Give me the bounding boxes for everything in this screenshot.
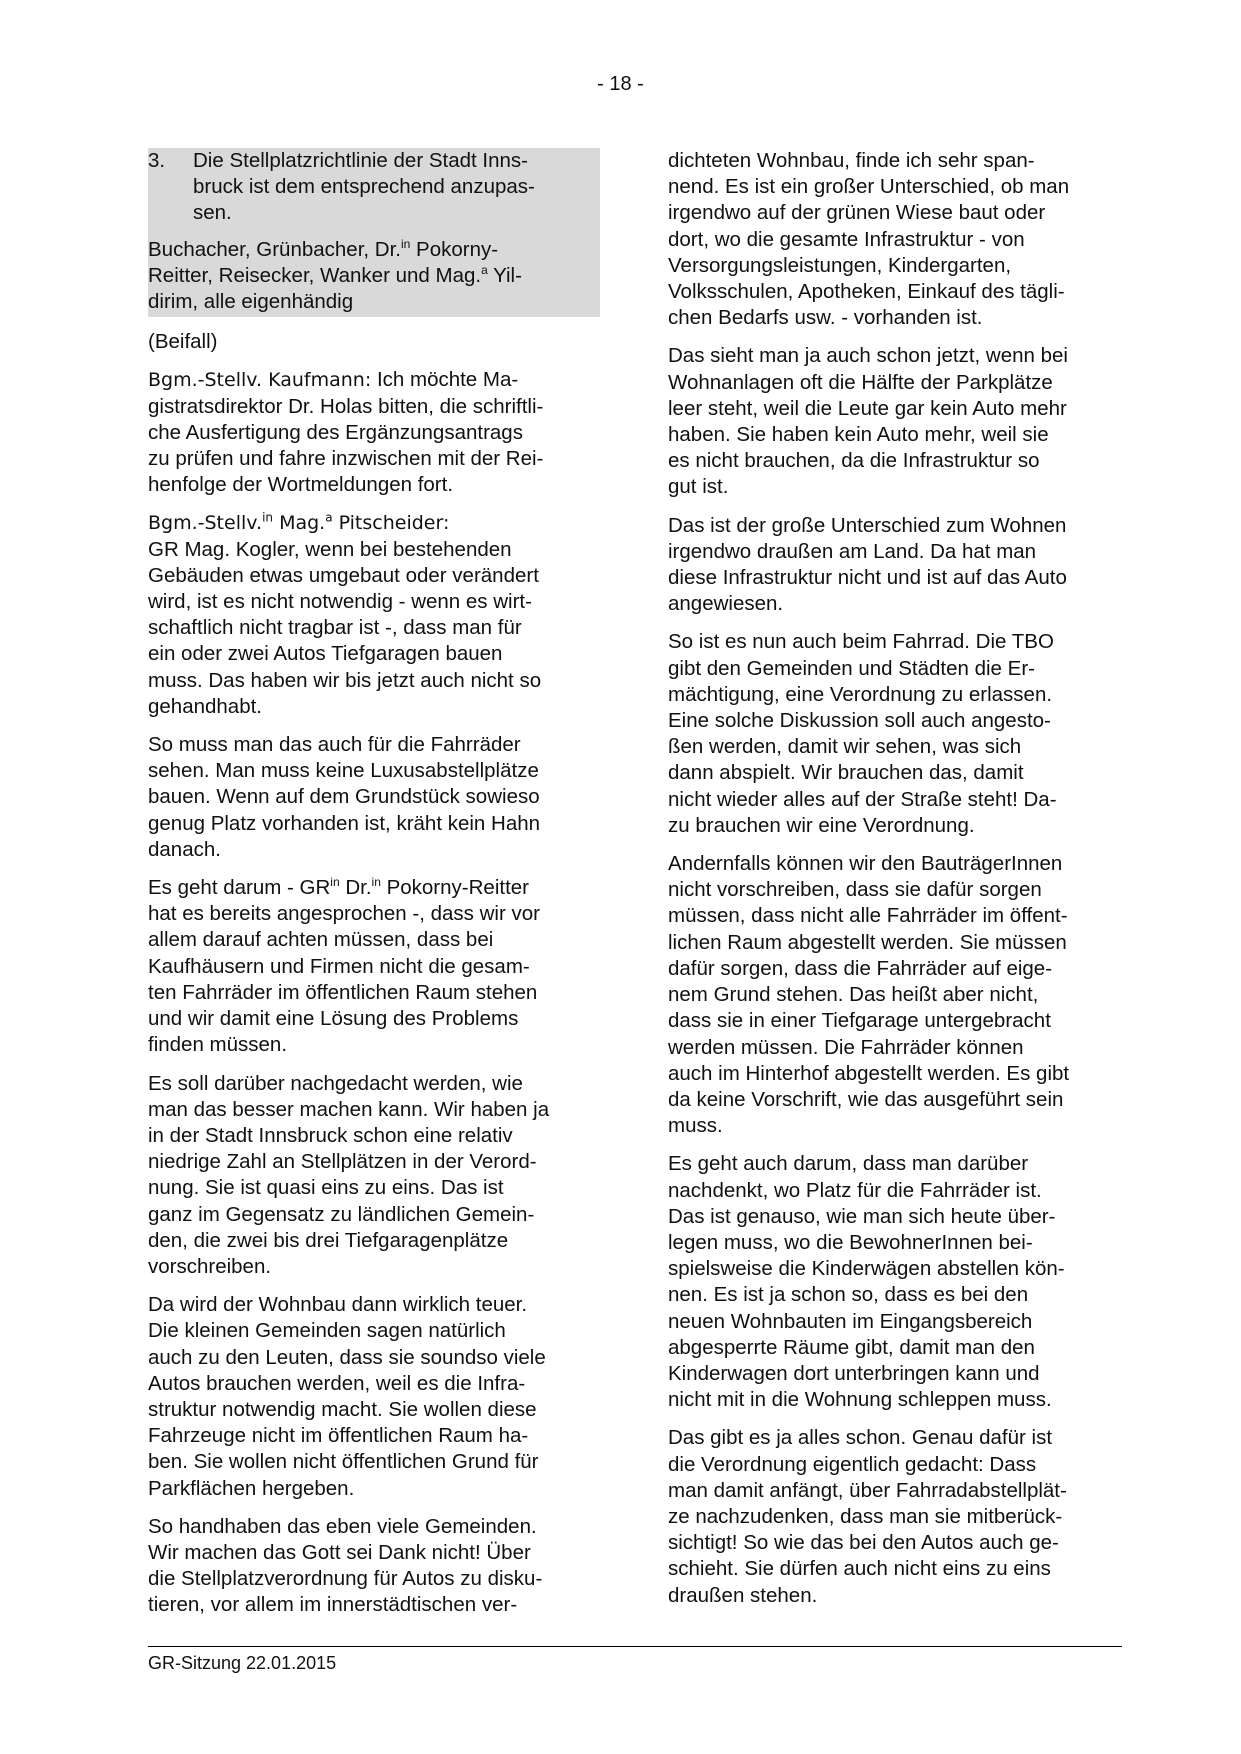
text-line: den, die zwei bis drei Tiefgaragenplätze (148, 1228, 509, 1252)
text-line: diese Infrastruktur nicht und ist auf das Auto (668, 566, 1067, 590)
text-line: gut ist. (668, 475, 729, 499)
text-line: ten Fahrräder im öffentlichen Raum stehen (148, 980, 538, 1004)
text-line: nem Grund stehen. Das heißt aber nicht, (668, 983, 1039, 1007)
text-line: finden müssen. (148, 1033, 288, 1057)
text-line: che Ausfertigung des Ergänzungsantrags (148, 420, 523, 444)
text-line: ein oder zwei Autos Tiefgaragen bauen (148, 642, 503, 666)
text-line: So muss man das auch für die Fahrräder (148, 733, 521, 757)
text-line: muss. (668, 1114, 723, 1138)
text-line: angewiesen. (668, 592, 784, 616)
paragraph-tbo (668, 629, 1128, 839)
text-line: Die kleinen Gemeinden sagen natürlich (148, 1319, 506, 1343)
text-line: muss. Das haben wir bis jetzt auch nicht so (148, 668, 542, 692)
text-line: hat es bereits angesprochen -, dass wir vor (148, 902, 540, 926)
paragraph-land (668, 513, 1128, 618)
text-line: Die Stellplatzrichtlinie der Stadt Inns- (193, 149, 528, 172)
text-line: So ist es nun auch beim Fahrrad. Die TBO (668, 630, 1054, 654)
text-line: Autos brauchen werden, weil es die Infra- (148, 1371, 526, 1395)
text-line: nend. Es ist ein großer Unterschied, ob man (668, 175, 1070, 199)
text-line: lichen Raum abgestellt werden. Sie müssen (668, 930, 1067, 954)
text-line: Fahrzeuge nicht im öffentlichen Raum ha- (148, 1424, 529, 1448)
footer-divider (148, 1646, 1122, 1647)
text-line: leer steht, weil die Leute gar kein Auto mehr (668, 396, 1067, 420)
text-line: Gebäuden etwas umgebaut oder verändert (148, 563, 539, 587)
text-line: dichteten Wohnbau, finde ich sehr span- (668, 149, 1035, 172)
text-line: auch zu den Leuten, dass sie soundso viele (148, 1345, 546, 1369)
text-line: man das besser machen kann. Wir haben ja (148, 1097, 550, 1121)
text-line: danach. (148, 837, 221, 861)
text-line: Das gibt es ja alles schon. Genau dafür ist (668, 1426, 1053, 1450)
text-line: und wir damit eine Lösung des Problems (148, 1007, 519, 1031)
paragraph-bautraeger (668, 851, 1128, 1139)
text-line: Es geht auch darum, dass man darüber (668, 1152, 1029, 1176)
motion-item-number: 3. (148, 149, 166, 172)
text-line: Volksschulen, Apotheken, Einkauf des tägli- (668, 280, 1065, 304)
signatories (148, 237, 600, 316)
text-line: henfolge der Wortmeldungen fort. (148, 473, 454, 497)
text-line: vorschreiben. (148, 1254, 272, 1278)
text-line: dirim, alle eigenhändig (148, 290, 354, 314)
applause-note: (Beifall) (148, 330, 218, 354)
text-line: nen. Es ist ja schon so, dass es bei den (668, 1283, 1029, 1307)
text-line: sehen. Man muss keine Luxusabstellplätze (148, 759, 539, 783)
paragraph-parkplaetze (668, 343, 1128, 500)
text-line: sen. (193, 201, 232, 225)
text-line: ze nachzudenken, dass man sie mitberück- (668, 1504, 1063, 1528)
text-line: niedrige Zahl an Stellplätzen in der Verord- (148, 1150, 537, 1174)
text-line: spielsweise die Kinderwägen abstellen kön- (668, 1257, 1065, 1281)
text-line: Versorgungsleistungen, Kindergarten, (668, 253, 1012, 277)
text-line: gistratsdirektor Dr. Holas bitten, die schriftli- (148, 394, 544, 418)
paragraph-kinderwagen (668, 1151, 1128, 1413)
paragraph-pitscheider (148, 510, 600, 720)
text-line: GR Mag. Kogler, wenn bei bestehenden (148, 537, 512, 561)
text-line: zu prüfen und fahre inzwischen mit der Rei- (148, 447, 544, 471)
text-line: wird, ist es nicht notwendig - wenn es wirt- (148, 590, 532, 614)
motion-box (148, 148, 600, 317)
text-line: nicht wieder alles auf der Straße steht! Da- (668, 787, 1057, 811)
text-line: auch im Hinterhof abgestellt werden. Es gibt (668, 1061, 1070, 1085)
text-line: gibt den Gemeinden und Städten die Er- (668, 656, 1035, 680)
paragraph-wohnbau (148, 1292, 600, 1502)
text-line: legen muss, wo die BewohnerInnen bei- (668, 1230, 1033, 1254)
text-line: Bgm.-Stellv. Kaufmann: Ich möchte Ma- (148, 368, 519, 392)
text-line: ßen werden, damit wir sehen, was sich (668, 735, 1022, 759)
text-line: mächtigung, eine Verordnung zu erlassen. (668, 682, 1053, 706)
text-line: Parkflächen hergeben. (148, 1476, 355, 1500)
text-line: neuen Wohnbauten im Eingangsbereich (668, 1309, 1033, 1333)
text-line: bauen. Wenn auf dem Grundstück sowieso (148, 785, 540, 809)
text-line: die Stellplatzverordnung für Autos zu disku- (148, 1567, 543, 1591)
paragraph-gemeinden (148, 1514, 600, 1619)
text-line: Da wird der Wohnbau dann wirklich teuer. (148, 1293, 528, 1317)
paragraph-kaufmann (148, 367, 600, 498)
right-column (668, 148, 1128, 1621)
text-line: Kinderwagen dort unterbringen kann und (668, 1361, 1040, 1385)
speaker-name: Bgm.-Stellv. Kaufmann: (148, 369, 372, 392)
text-line: schieht. Sie dürfen auch nicht eins zu eins (668, 1557, 1051, 1581)
text-line: zu brauchen wir eine Verordnung. (668, 813, 975, 837)
paragraph-nachgedacht (148, 1071, 600, 1281)
text-line: in der Stadt Innsbruck schon eine relativ (148, 1123, 513, 1147)
text-line: Kaufhäusern und Firmen nicht die gesam- (148, 954, 530, 978)
text-line: nung. Sie ist quasi eins zu eins. Das ist (148, 1176, 504, 1200)
text-line: da keine Vorschrift, wie das ausgeführt sein (668, 1087, 1064, 1111)
paragraph-es-geht-darum (148, 875, 600, 1058)
text-line: bruck ist dem entsprechend anzupas- (193, 175, 535, 199)
text-line: Das sieht man ja auch schon jetzt, wenn bei (668, 344, 1068, 368)
text-line: Wir machen das Gott sei Dank nicht! Über (148, 1540, 531, 1564)
text-line: irgendwo draußen am Land. Da hat man (668, 539, 1037, 563)
paragraph-fahrraeder (148, 732, 600, 863)
text-line: dort, wo die gesamte Infrastruktur - von (668, 227, 1025, 251)
text-line: schaftlich nicht tragbar ist -, dass man für (148, 616, 522, 640)
text-line: es nicht brauchen, da die Infrastruktur so (668, 449, 1040, 473)
text-line: Es geht darum - $GR^{in}$ Dr.$^{in}$ Pokorny-Reitter (148, 875, 529, 900)
paragraph-wohnbau-infrastruktur (668, 148, 1128, 331)
text-line: dafür sorgen, dass die Fahrräder auf eige- (668, 956, 1053, 980)
text-line: Andernfalls können wir den BauträgerInnen (668, 852, 1063, 876)
text-line: nicht vorschreiben, dass sie dafür sorgen (668, 878, 1042, 902)
text-line: man damit anfängt, über Fahrradabstellplät- (668, 1478, 1067, 1502)
text-line: genug Platz vorhanden ist, kräht kein Hahn (148, 811, 541, 835)
page-number: - 18 - (597, 73, 644, 95)
motion-item (148, 148, 600, 227)
text-line: ben. Sie wollen nicht öffentlichen Grund für (148, 1450, 539, 1474)
text-line: Es soll darüber nachgedacht werden, wie (148, 1071, 523, 1095)
paragraph-verordnung (668, 1425, 1128, 1608)
text-line: die Verordnung eigentlich gedacht: Dass (668, 1452, 1037, 1476)
text-line: werden müssen. Die Fahrräder können (668, 1035, 1024, 1059)
text-line: tieren, vor allem im innerstädtischen ver- (148, 1593, 518, 1617)
text-line: allem darauf achten müssen, dass bei (148, 928, 494, 952)
footer-session-label: GR-Sitzung 22.01.2015 (148, 1653, 337, 1673)
text-line: Das ist der große Unterschied zum Wohnen (668, 513, 1067, 537)
text-line: gehandhabt. (148, 694, 263, 718)
speaker-name: Bgm.-Stellv.$^{in}$ Mag.$^a$ Pitscheider: (148, 511, 450, 535)
text-line: irgendwo auf der grünen Wiese baut oder (668, 201, 1046, 225)
text-line: nicht mit in die Wohnung schleppen muss. (668, 1388, 1052, 1412)
text-line: dass sie in einer Tiefgarage untergebracht (668, 1009, 1051, 1033)
text-line: draußen stehen. (668, 1583, 818, 1607)
left-column (148, 148, 600, 1631)
text-line: Eine solche Diskussion soll auch angesto- (668, 709, 1051, 733)
text-line: dann abspielt. Wir brauchen das, damit (668, 761, 1024, 785)
text-line: Reitter, Reisecker, Wanker und Mag.$^a$ Yil- (148, 262, 522, 287)
text-line: ganz im Gegensatz zu ländlichen Gemein- (148, 1202, 535, 1226)
text-line: haben. Sie haben kein Auto mehr, weil sie (668, 423, 1049, 447)
text-line: struktur notwendig macht. Sie wollen diese (148, 1397, 537, 1421)
text-line: So handhaben das eben viele Gemeinden. (148, 1514, 537, 1538)
text-line: abgesperrte Räume gibt, damit man den (668, 1335, 1035, 1359)
text-line: sichtigt! So wie das bei den Autos auch ge- (668, 1531, 1059, 1555)
text-line: Das ist genauso, wie man sich heute über- (668, 1204, 1056, 1228)
text-line: Buchacher, Grünbacher, Dr.$^{in}$ Pokorny- (148, 236, 499, 261)
text-line: Wohnanlagen oft die Hälfte der Parkplätze (668, 370, 1053, 394)
text-line: müssen, dass nicht alle Fahrräder im öffent- (668, 904, 1068, 928)
text-line: chen Bedarfs usw. - vorhanden ist. (668, 306, 983, 330)
text-line: nachdenkt, wo Platz für die Fahrräder ist. (668, 1178, 1042, 1202)
